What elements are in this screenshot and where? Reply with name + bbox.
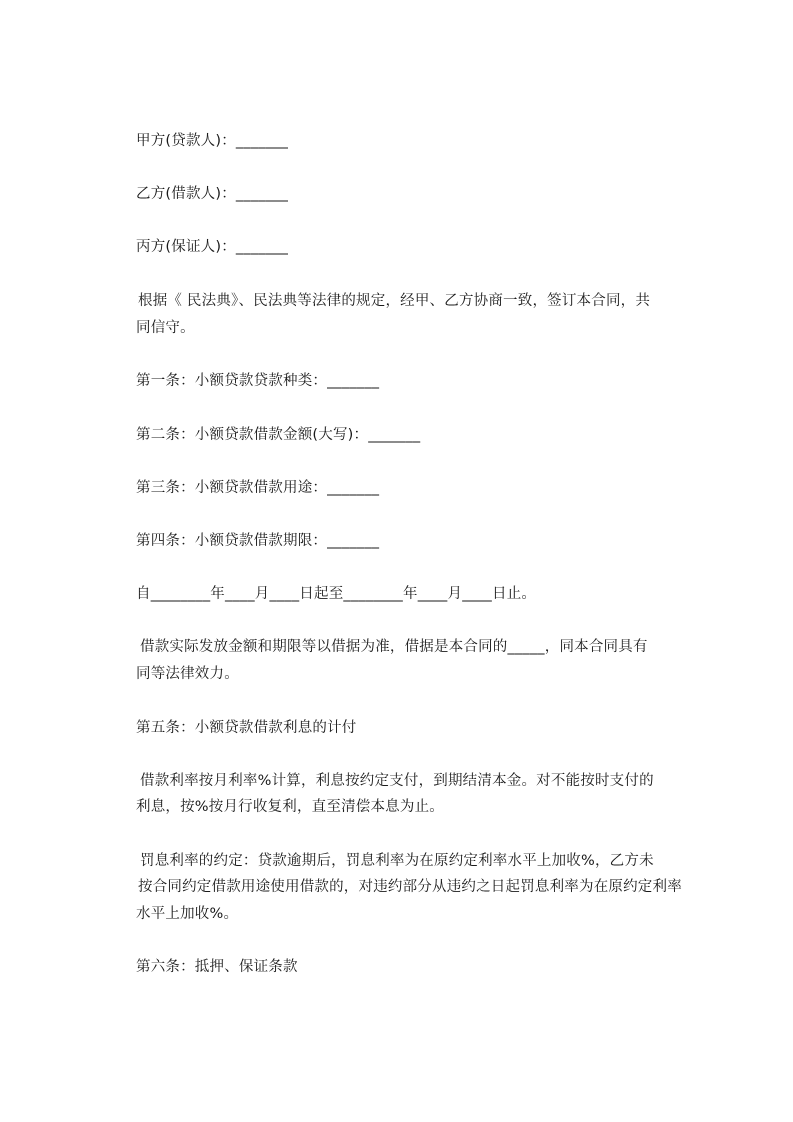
penalty-line-3: 水平上加收%。	[136, 906, 239, 922]
party-a-line: 甲方(贷款人)：_______	[136, 133, 289, 149]
article-1: 第一条：小额贷款贷款种类：_______	[136, 373, 380, 389]
penalty-line-1: 罚息利率的约定：贷款逾期后，罚息利率为在原约定利率水平上加收%，乙方未	[140, 853, 654, 869]
intro-line-1: 根据《 民法典》、民法典等法律的规定，经甲、乙方协商一致，签订本合同，共	[138, 293, 651, 309]
article-6: 第六条：抵押、保证条款	[136, 959, 298, 975]
article-3: 第三条：小额贷款借款用途：_______	[136, 480, 380, 496]
interest-line-2: 利息，按%按月行收复利，直至清偿本息为止。	[136, 799, 444, 815]
receipt-line-1: 借款实际发放金额和期限等以借据为准，借据是本合同的_____，同本合同具有	[140, 639, 648, 655]
party-b-line: 乙方(借款人)：_______	[136, 186, 289, 202]
receipt-line-2: 同等法律效力。	[136, 666, 239, 682]
interest-line-1: 借款利率按月利率%计算，利息按约定支付，到期结清本金。对不能按时支付的	[140, 773, 654, 789]
loan-period-line: 自________年____月____日起至________年____月____日止。	[136, 586, 537, 602]
article-5: 第五条：小额贷款借款利息的计付	[136, 720, 357, 736]
penalty-line-2: 按合同约定借款用途使用借款的，对违约部分从违约之日起罚息利率为在原约定利率	[138, 879, 682, 895]
article-4: 第四条：小额贷款借款期限：_______	[136, 533, 380, 549]
intro-line-2: 同信守。	[136, 320, 195, 336]
article-2: 第二条：小额贷款借款金额(大写)：_______	[136, 427, 421, 443]
party-c-line: 丙方(保证人)：_______	[136, 239, 289, 255]
